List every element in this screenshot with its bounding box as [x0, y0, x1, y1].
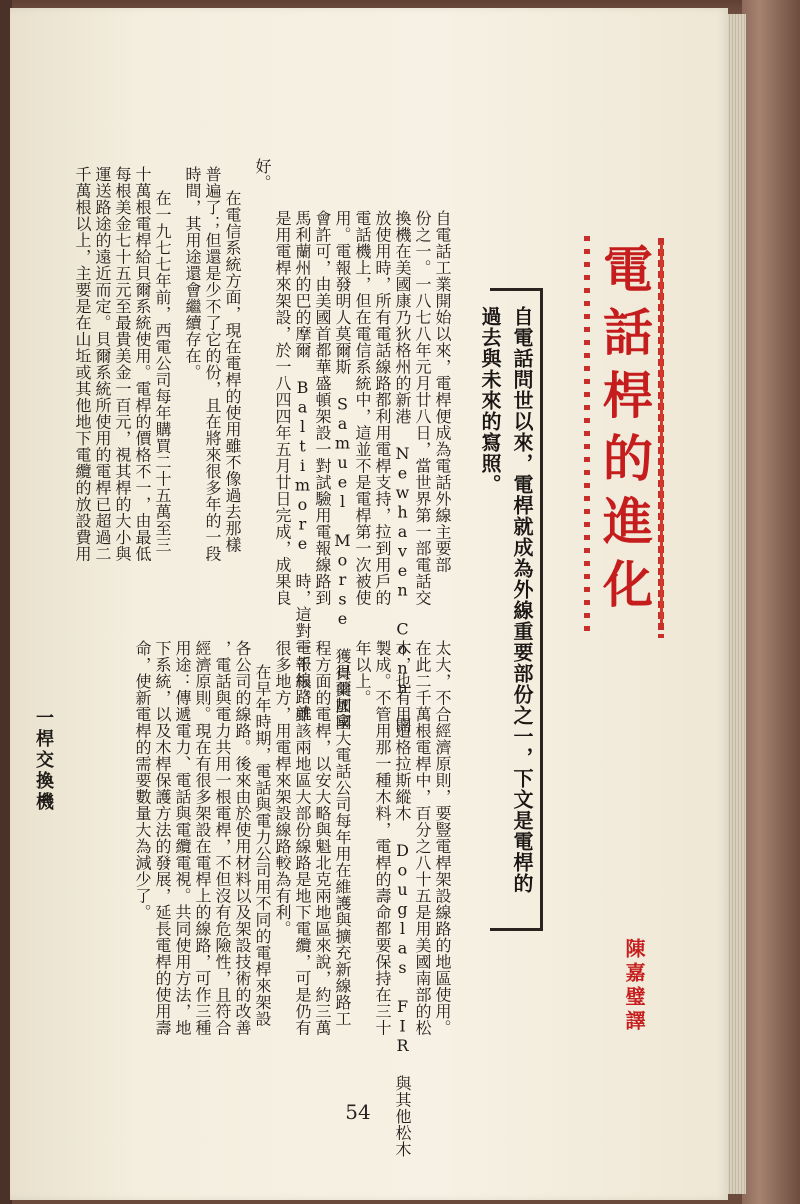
text-column: 每根美金七十五元至最貴美金一百元，視其桿的大小與	[113, 166, 132, 562]
text-column: 自電話工業開始以來，電桿便成為電話外線主要部	[433, 210, 452, 573]
text-column: 時間，其用途還會繼續存在。	[183, 166, 202, 381]
text-column: 命，使新電桿的需要數量大為減少了。	[133, 640, 152, 921]
text-column: 電話機上，但在電信系統中，這並不是電桿第一次被使	[353, 210, 372, 606]
translator-credit: 陳嘉璧譯	[622, 938, 646, 1034]
text-column: 放使用時，所有電話線路都利用電桿支持，拉到用戶的	[373, 210, 392, 606]
text-column: 一千根。雖該兩地區大部份線路是地下電纜，可是仍有	[293, 640, 312, 1036]
text-column: 年以上。	[353, 640, 372, 706]
book-cover-right	[742, 0, 800, 1204]
text-column: 在早年時期，電話與電力公司用不同的電桿來架設	[253, 664, 272, 1027]
text-column: 普遍了；但還是少不了它的份，且在將來很多年的一段	[203, 166, 222, 562]
text-column: 用。電報發明人莫爾斯 Samuel Morse 獲得美國國	[333, 210, 352, 731]
text-column: 十萬根電桿給貝爾系統使用。電桿的價格不一，由最低	[133, 166, 152, 562]
text-column: 千萬根以上，主要是在山坵或其他地下電纜的放設費用	[73, 166, 92, 562]
text-column: 換機在美國康乃狄格州的新港 Newhaven Conn 開	[393, 210, 412, 734]
text-column: 運送路途的遠近而定。貝爾系統所使用的電桿已超過二	[93, 166, 112, 562]
text-column: 製成。不管用那一種木料，電桿的壽命都要保持在三十	[373, 640, 392, 1036]
text-column: 在電信系統方面，現在電桿的使用雖不像過去那樣	[223, 190, 242, 553]
page	[10, 8, 728, 1200]
subtitle-frame-right	[540, 288, 543, 931]
text-column: 會許可，由美國首都華盛頓架設一對試驗用電報線路到	[313, 210, 332, 606]
article-title: 電話桿的進化	[586, 243, 663, 623]
text-column: 份之一。一八七八年元月廿八日，當世界第一部電話交	[413, 210, 432, 606]
text-column: 很多地方，用電桿來架設線路較為有利。	[273, 640, 292, 937]
subtitle-frame-top	[490, 288, 542, 291]
page-number: 54	[345, 1100, 371, 1124]
text-column: 各公司的線路。後來由於使用材料以及架設技術的改善	[233, 640, 252, 1036]
text-column: 程方面的電桿，以安大略與魁北克兩地區來說，約三萬	[313, 640, 332, 1036]
text-column: 木，也有用道格拉斯縱木 Douglas FIR 與其他松木	[393, 640, 412, 1158]
text-column: 經濟原則。現在有很多架設在電桿上的線路，可作三種	[193, 640, 212, 1036]
section-heading: 一桿交換機	[33, 708, 54, 813]
text-column: 馬利蘭州的巴的摩爾 Baltimore 時，這對電報線路就	[293, 210, 312, 722]
text-column: 在一九七七年前，西電公司每年購買二十五萬至三	[153, 190, 172, 553]
text-column: ，電話與電力共用一根電桿，不但沒有危險性，且符合	[213, 640, 232, 1036]
text-column: 在此二千萬根電桿中，百分之八十五是用美國南部的松	[413, 640, 432, 1036]
bleed-through	[700, 38, 718, 198]
text-column: 是用電桿來架設，於一八四四年五月廿日完成，成果良	[273, 210, 292, 606]
subtitle-line: 自電話問世以來，電桿就成為外線重要部份之一，下文是電桿的	[510, 306, 534, 894]
text-column: 好。	[253, 158, 272, 191]
text-column: 太大，不合經濟原則，要豎電桿架設線路的地區使用。	[433, 640, 452, 1036]
subtitle-line: 過去與未來的寫照。	[478, 306, 502, 495]
text-column: 貝爾加拿大電話公司每年用在維護與擴充新線路工	[333, 664, 352, 1027]
subtitle-frame-bottom	[490, 928, 542, 931]
text-column: 用途：傳遞電力、電話與電纜電視。共同使用方法，地	[173, 640, 192, 1036]
text-column: 下系統，以及木桿保護方法的發展，延長電桿的使用壽	[153, 640, 172, 1036]
